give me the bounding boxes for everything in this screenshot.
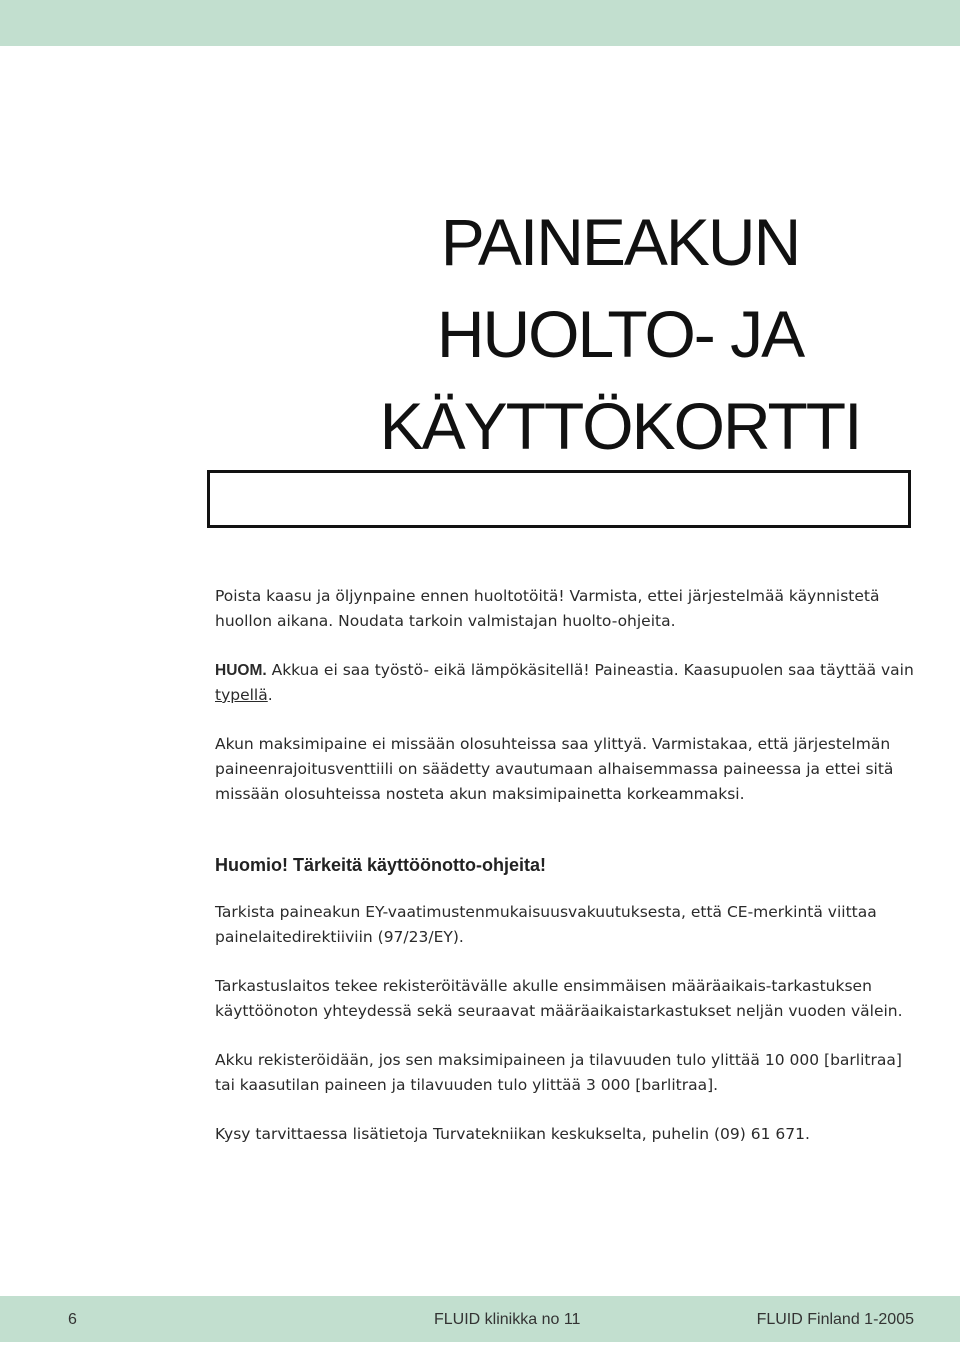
title-line-1: PAINEAKUN bbox=[440, 205, 800, 279]
top-band bbox=[0, 0, 960, 46]
paragraph-registration: Akku rekisteröidään, jos sen maksimipaineen ja tilavuuden tulo ylittää 10 000 [barlitraa] tai kaasutilan paineen ja tilavuuden tulo ylittää 3 000 [barlitraa]. bbox=[215, 1051, 902, 1094]
title-line-2: HUOLTO- JA bbox=[436, 297, 804, 371]
section-heading: Huomio! Tärkeitä käyttöönotto-ohjeita! bbox=[215, 855, 547, 875]
title-line-3: KÄYTTÖKORTTI bbox=[379, 389, 861, 463]
paragraph-contact: Kysy tarvittaessa lisätietoja Turvatekniikan keskukselta, puhelin (09) 61 671. bbox=[215, 1125, 810, 1143]
paragraph-ce-marking: Tarkista paineakun EY-vaatimustenmukaisuusvakuutuksesta, että CE-merkintä viittaa painelaitedirektiiviin (97/23/EY). bbox=[215, 903, 877, 946]
footer-band bbox=[0, 1296, 960, 1342]
paragraph-warning: Poista kaasu ja öljynpaine ennen huoltotöitä! Varmista, ettei järjestelmää käynnistetä huollon aikana. Noudata tarkoin valmistajan huolto-ohjeita. bbox=[215, 587, 880, 630]
note-underlined-word: typellä bbox=[215, 686, 268, 704]
note-text: Akkua ei saa työstö- eikä lämpökäsitellä! Paineastia. Kaasupuolen saa täyttää vain bbox=[266, 661, 914, 679]
page-title bbox=[300, 196, 940, 472]
paragraph-note bbox=[215, 658, 915, 708]
paragraph-inspection: Tarkastuslaitos tekee rekisteröitävälle akulle ensimmäisen määräaikais-tarkastuksen käyttöönoton yhteydessä sekä seuraavat määräaikaistarkastukset neljän vuoden välein. bbox=[215, 977, 903, 1020]
empty-frame-box bbox=[207, 470, 911, 528]
issue-label: FLUID Finland 1-2005 bbox=[756, 1311, 914, 1328]
paragraph-max-pressure: Akun maksimipaine ei missään olosuhteissa saa ylittyä. Varmistakaa, että järjestelmän paineenrajoitusventtiili on säädetty avautumaan alhaisemmassa paineessa ja ettei sitä missään olosuhteissa nosteta akun maksimipainetta korkeammaksi. bbox=[215, 735, 894, 803]
page-number: 6 bbox=[68, 1311, 77, 1328]
note-end: . bbox=[267, 686, 273, 704]
instructions-body bbox=[215, 584, 915, 1171]
publication-name: FLUID klinikka no 11 bbox=[434, 1311, 581, 1328]
note-label: HUOM. bbox=[215, 662, 267, 679]
